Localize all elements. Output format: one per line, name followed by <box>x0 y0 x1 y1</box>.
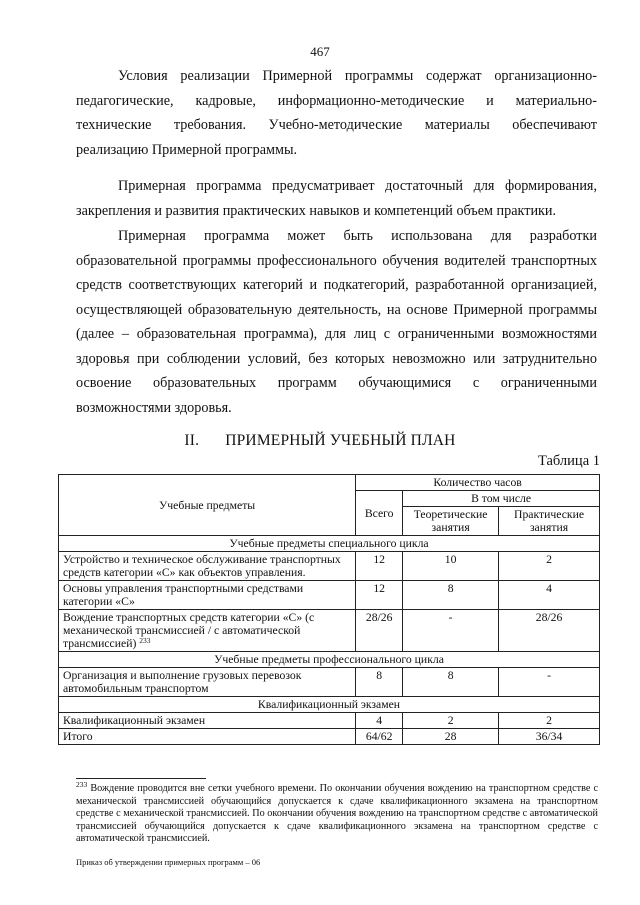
table-row <box>59 713 600 729</box>
table-row <box>59 610 600 652</box>
row-subject: Организация и выполнение грузовых перевозок автомобильным транспортом <box>59 668 356 697</box>
paragraph-text: Примерная программа может быть использована для разработки образовательной программы профессионального обучения водителей транспортных средств соответствующих категорий и подкатегорий, разработанной организацией, осуществляющей образовательную деятельность, на основе Примерной программы (далее – образовательная программа), для лиц с ограниченными возможностями здоровья при соблюдении условий, без которых невозможно или затруднительно освоение образовательных программ обучающимися с ограниченными возможностями здоровья. <box>76 228 597 416</box>
table-row <box>59 581 600 610</box>
table-section-row <box>59 652 600 668</box>
row-practice: 28/26 <box>499 610 600 652</box>
row-total: 28/26 <box>356 610 403 652</box>
footnote-text: Вождение проводится вне сетки учебного времени. По окончании обучения вождению на транспортном средстве с механической трансмиссией обучающийся допускается к сдаче квалификационного экзамена на транспортном средстве с механической трансмиссией. По окончании обучения вождению на транспортном средстве с автоматической трансмиссией обучающийся допускается к сдаче квалификационного экзамена на транспортном средстве с автоматической трансмиссией. <box>76 783 598 845</box>
footnote-reference: 233 <box>139 636 151 645</box>
page-footer: Приказ об утверждении примерных программ – 06 <box>76 857 261 867</box>
row-subject: Устройство и техническое обслуживание транспортных средств категории «C» как объектов управления. <box>59 552 356 581</box>
table-total-row <box>59 729 600 745</box>
header-subjects: Учебные предметы <box>59 475 356 536</box>
row-subject: Квалификационный экзамен <box>59 713 356 729</box>
row-practice: 4 <box>499 581 600 610</box>
row-total: 12 <box>356 552 403 581</box>
row-total: 12 <box>356 581 403 610</box>
row-theory: 2 <box>403 713 499 729</box>
footnote <box>76 780 598 846</box>
row-theory: - <box>403 610 499 652</box>
row-practice: 2 <box>499 552 600 581</box>
row-total: 64/62 <box>356 729 403 745</box>
header-theory: Теоретические занятия <box>403 507 499 536</box>
section-qualification-exam: Квалификационный экзамен <box>59 697 600 713</box>
curriculum-table <box>58 474 600 745</box>
row-theory: 28 <box>403 729 499 745</box>
row-subject: Основы управления транспортными средствами категории «C» <box>59 581 356 610</box>
paragraph-text: Примерная программа предусматривает достаточный для формирования, закрепления и развития практических навыков и компетенций объем практики. <box>76 178 597 219</box>
footnote-mark: 233 <box>76 780 88 789</box>
row-practice: - <box>499 668 600 697</box>
header-total: Всего <box>356 491 403 536</box>
table-section-row <box>59 536 600 552</box>
table-row <box>59 668 600 697</box>
paragraph-usage <box>76 224 597 420</box>
row-total: 8 <box>356 668 403 697</box>
row-subject: Итого <box>59 729 356 745</box>
paragraph-conditions <box>76 64 597 162</box>
table-row <box>59 552 600 581</box>
header-practice: Практические занятия <box>499 507 600 536</box>
page-number: 467 <box>310 44 330 59</box>
section-professional-cycle: Учебные предметы профессионального цикла <box>59 652 600 668</box>
paragraph-text: Условия реализации Примерной программы содержат организационно-педагогические, кадровые, информационно-методические и материально-технические требования. Учебно-методические материалы обеспечивают реализацию Примерной программы. <box>76 68 597 158</box>
section-title: ПРИМЕРНЫЙ УЧЕБНЫЙ ПЛАН <box>225 432 456 449</box>
header-including: В том числе <box>403 491 600 507</box>
row-subject-text: Вождение транспортных средств категории «C» (с механической трансмиссией / с автоматической трансмиссией) <box>63 611 315 650</box>
section-number: II. <box>184 432 200 449</box>
footnote-divider <box>76 778 206 779</box>
row-practice: 36/34 <box>499 729 600 745</box>
row-practice: 2 <box>499 713 600 729</box>
table-section-row <box>59 697 600 713</box>
section-special-cycle: Учебные предметы специального цикла <box>59 536 600 552</box>
table-header-row <box>59 475 600 491</box>
table-caption: Таблица 1 <box>537 453 600 469</box>
row-theory: 10 <box>403 552 499 581</box>
row-theory: 8 <box>403 581 499 610</box>
paragraph-practice <box>76 174 597 223</box>
row-subject <box>59 610 356 652</box>
row-total: 4 <box>356 713 403 729</box>
header-hours: Количество часов <box>356 475 600 491</box>
section-heading <box>0 432 640 450</box>
row-theory: 8 <box>403 668 499 697</box>
